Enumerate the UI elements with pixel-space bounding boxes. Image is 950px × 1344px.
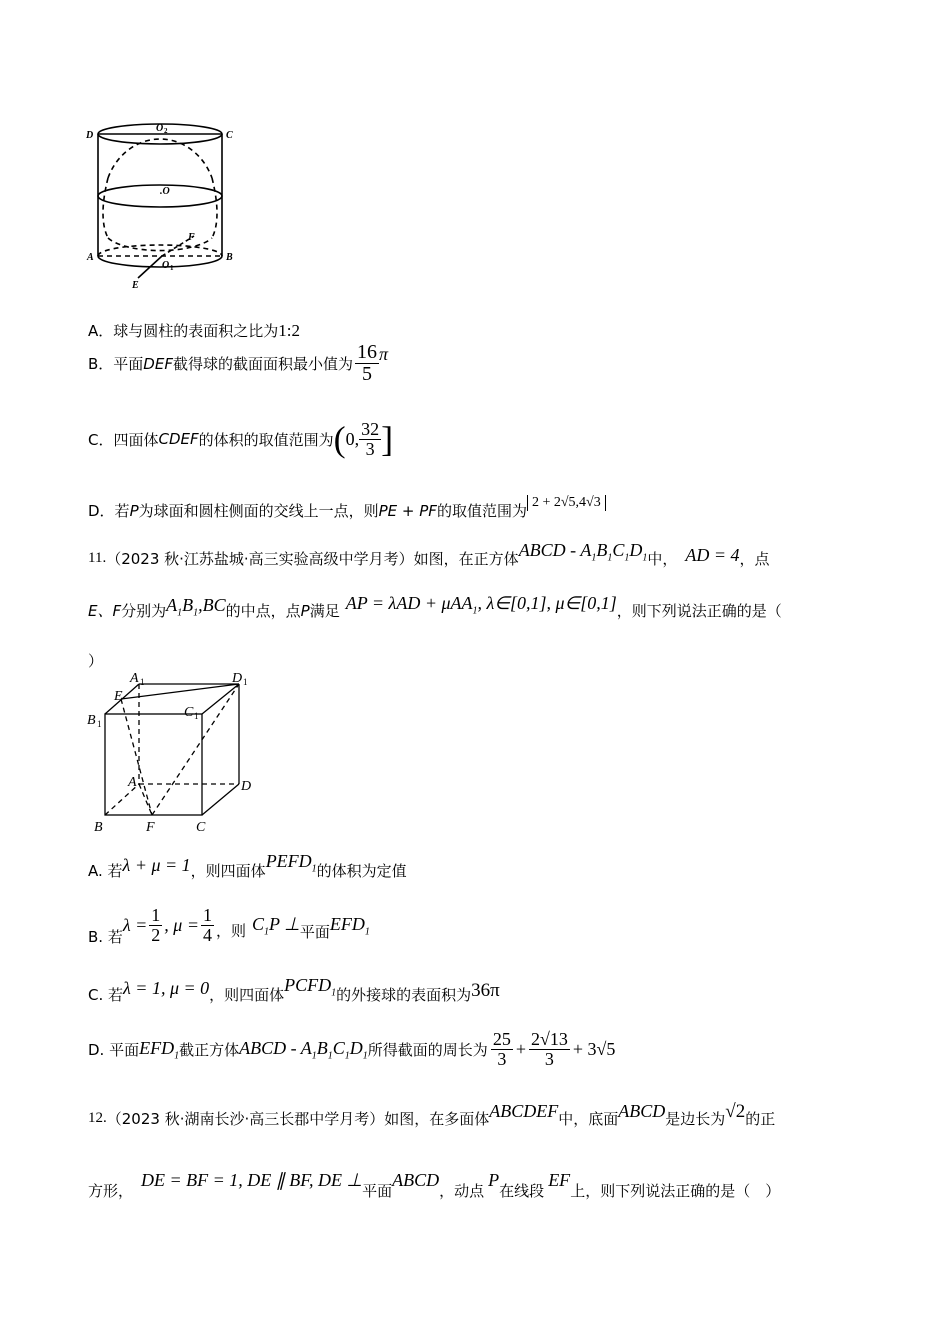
cube-label-C: C bbox=[196, 820, 206, 835]
q11-stem-line3: ） bbox=[88, 652, 104, 670]
fig1-label-D: D bbox=[86, 130, 94, 141]
q11-option-c: C. 若 λ = 1, μ = 0 ，则四面体 $PCFD_1$ 的外接球的表面积为 36π bbox=[88, 974, 500, 1004]
cube-label-D: D bbox=[241, 779, 252, 794]
fig1-label-O: .O bbox=[160, 186, 170, 197]
cube-label-D1-sub: 1 bbox=[243, 677, 248, 687]
cube-figure bbox=[84, 668, 264, 838]
q10-option-d: D．若 P 为球面和圆柱侧面的交线上一点，则 PE + PF 的取值范围为 2 + 2√5,4√3 bbox=[88, 500, 606, 521]
cube-label-A1: A bbox=[130, 671, 139, 686]
q11-stem-line1: 11. （2023 秋·江苏盐城·高三实验高级中学月考）如图，在正方体 ABCD - $A_1B_1C_1D_1$ 中， AD = 4 ，点 bbox=[88, 539, 770, 568]
q11-stem-line2: E、F 分别为 $A_1B_1,BC$ 的中点，点 P 满足 AP = λAD + μAA$_1$, λ∈[0,1], μ∈[0,1] ，则下列说法正确的是（ bbox=[88, 592, 782, 620]
q11-option-d: D. 平面 $EFD_1$ 截正方体 ABCD - $A_1B_1C_1D_1$ 所得截面的周长为 $\frac{25}{3}$ + $\frac{2√13}{3}$ + 3√5 bbox=[88, 1029, 616, 1069]
q10-option-b: B．平面 DEF 截得球的截面面积最小值为 $\frac{16}{5}$ π bbox=[88, 341, 388, 385]
cube-label-A: A bbox=[128, 775, 137, 790]
fig1-label-A: A bbox=[87, 252, 94, 263]
q10-option-c: C．四面体 CDEF 的体积的取值范围为 ( 0, $\frac{32}{3}$ ] bbox=[88, 419, 394, 460]
cube-label-C1-sub: 1 bbox=[194, 711, 199, 721]
cylinder-sphere-figure bbox=[86, 118, 246, 293]
fig1-label-B: B bbox=[226, 252, 233, 263]
cube-label-A1-sub: 1 bbox=[140, 677, 145, 687]
cube-label-E: E bbox=[114, 689, 123, 704]
fig1-label-E: E bbox=[132, 280, 139, 291]
cube-label-F: F bbox=[146, 820, 155, 835]
cube-label-D1: D bbox=[232, 671, 243, 686]
q12-stem-line2: 方形， DE = BF = 1, DE ∥ BF, DE ⊥ 平面 ABCD ，动点 P 在线段 EF 上，则下列说法正确的是（ ） bbox=[88, 1170, 781, 1200]
fig1-label-F: F bbox=[188, 232, 195, 243]
fig1-label-O1: O bbox=[162, 260, 170, 271]
cube-label-B1: B bbox=[87, 713, 96, 728]
q11-option-b: B. 若 λ = $\frac{1}{2}$ , μ = $\frac{1}{4}$ ，则 $C_1P$ ⊥ 平面 $EFD_1$ bbox=[88, 905, 370, 946]
q11-option-a: A. 若 λ + μ = 1 ，则四面体 $PEFD_1$ 的体积为定值 bbox=[88, 850, 407, 880]
cube-label-C1: C bbox=[184, 705, 194, 720]
q12-stem-line1: 12. （2023 秋·湖南长沙·高三长郡中学月考）如图，在多面体 ABCDEF 中，底面 ABCD 是边长为 √2 的正 bbox=[88, 1100, 776, 1128]
fig1-label-C: C bbox=[226, 130, 233, 141]
cube-label-B: B bbox=[94, 820, 103, 835]
fig1-label-O1-sub: 1 bbox=[170, 264, 174, 272]
fig1-label-O2: O bbox=[156, 123, 164, 134]
cube-label-B1-sub: 1 bbox=[97, 719, 102, 729]
fig1-label-O2-sub: 2 bbox=[164, 127, 168, 135]
q10-option-a: A．球与圆柱的表面积之比为1:2 bbox=[88, 321, 300, 340]
